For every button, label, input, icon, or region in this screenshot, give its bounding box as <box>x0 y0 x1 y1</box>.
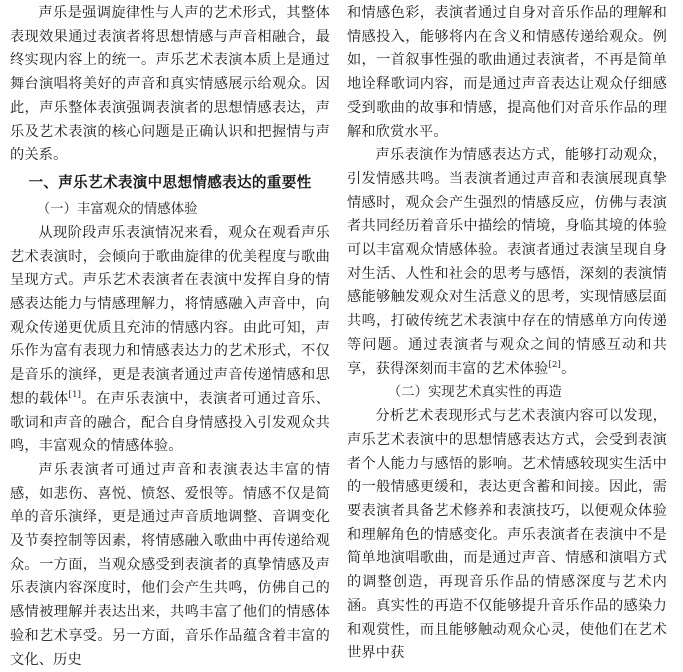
body-paragraph-continued: 和情感色彩，表演者通过自身对音乐作品的理解和情感投入，能够将内在含义和情感传递给观众。例如，一首叙事性强的歌曲通过表演者，不再是简单地诠释歌词内容，而是通过声音表达让观众仔细感受到歌曲的故事和情感，提高他们对音乐作品的理解和欣赏水平。 <box>347 5 667 140</box>
body-paragraph: 分析艺术表现形式与艺术表演内容可以发现，声乐艺术表演中的思想情感表达方式，会受到表演者个人能力与感悟的影响。艺术情感较现实生活中的一般情感更缓和，表达更含蓄和间接。因此，需要表演者具备艺术修养和表演技巧，以便观众体验和理解角色的情感变化。声乐表演者在表演中不是简单地演唱歌曲，而是通过声音、情感和演唱方式的调整创造，再现音乐作品的情感深度与艺术内涵。真实性的再造不仅能够提升音乐作品的感染力和观赏性，而且能够触动观众心灵，使他们在艺术世界中获 <box>347 408 667 662</box>
subsection-heading: （二）实现艺术真实性的再造 <box>387 385 562 401</box>
section-heading: 一、声乐艺术表演中思想情感表达的重要性 <box>28 173 312 191</box>
paragraph-text: 。 <box>561 360 576 377</box>
citation-marker: [2] <box>548 359 562 370</box>
subsection-heading: （一）丰富观众的情感体验 <box>36 201 198 217</box>
left-column <box>10 2 330 672</box>
paragraph-text: 声乐表演作为情感表达方式，能够打动观众，引发情感共鸣。当表演者通过声音和表演展现真挚情感时，观众会产生强烈的情感反应，仿佛与表演者共同经历着音乐中描绘的情境，身临其境的体验可以丰富观众情感体验。表演者通过表演呈现自身对生活、人性和社会的思考与感悟，深刻的表演情感能够触发观众对生活意义的思考，实现情感层面共鸣，打破传统艺术表演中存在的情感单方向传递等问题。通过表演者与观众之间的情感互动和共享，获得深刻而丰富的艺术体验 <box>347 147 667 377</box>
body-paragraph <box>347 144 667 381</box>
paragraph-text: 从现阶段声乐表演情况来看，观众在观看声乐艺术表演时，会倾向于歌曲旋律的优美程度与歌曲呈现方式。声乐艺术表演者在表演中发挥自身的情感表达能力与情感理解力，将情感融入声音中，向观众传递更优质且充沛的情感内容。由此可知，声乐作为富有表现力和情感表达力的艺术形式，不仅是音乐的演绎，更是表演者通过声音传递情感和思想的载体 <box>10 224 330 407</box>
paragraph-text: 。在声乐表演中，表演者可通过音乐、歌词和声音的融合，配合自身情感投入引发观众共鸣，丰富观众的情感体验。 <box>10 390 330 455</box>
citation-marker: [1] <box>68 389 82 400</box>
body-paragraph: 声乐表演者可通过声音和表演表达丰富的情感，如悲伤、喜悦、愤怒、爱恨等。情感不仅是简单的音乐演绎，更是通过声音质地调整、音调变化及节奏控制等因素，将情感融入歌曲中再传递给观众。一方面，当观众感受到表演者的真挚情感及声乐表演内容深度时，他们会产生共鸣，仿佛自己的感情被理解并表达出来，共鸣丰富了他们的情感体验和艺术享受。另一方面，音乐作品蕴含着丰富的文化、历史 <box>10 461 330 668</box>
right-column <box>347 2 667 666</box>
intro-paragraph: 声乐是强调旋律性与人声的艺术形式，其整体表现效果通过表演者将思想情感与声音相融合，最终实现内容上的统一。声乐艺术表演本质上是通过舞台演唱将美好的声音和真实情感展示给观众。因此，声乐整体表演强调表演者的思想情感表达，声乐及艺术表演的核心问题是正确认识和把握情与声的关系。 <box>10 5 330 164</box>
body-paragraph <box>10 222 330 459</box>
